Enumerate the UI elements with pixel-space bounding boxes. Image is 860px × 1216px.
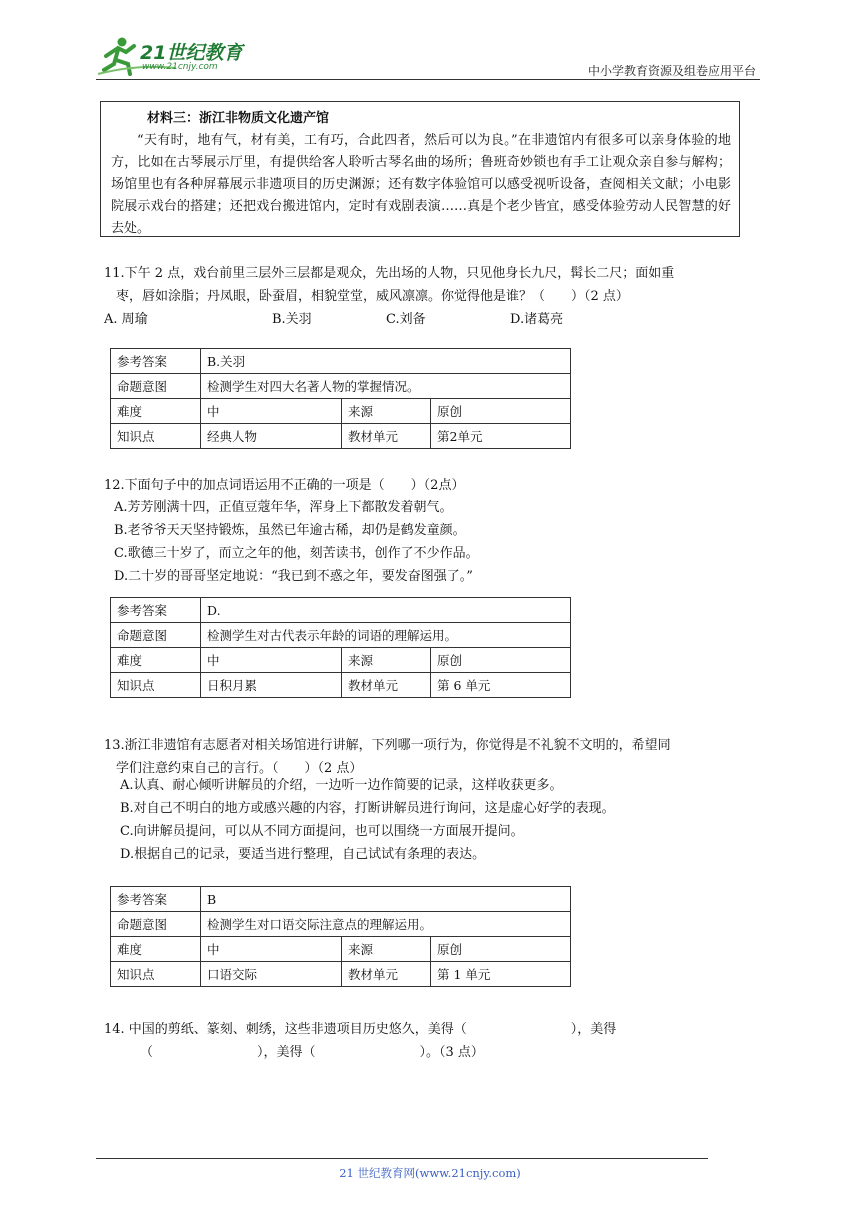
answer-value: B.关羽 [201, 349, 571, 374]
footer-link[interactable]: 21 世纪教育网(www.21cnjy.com) [339, 1166, 521, 1180]
unit-label: 教材单元 [342, 673, 431, 698]
question-12 [104, 474, 764, 497]
answer-table-11 [110, 348, 571, 449]
source-value: 原创 [431, 399, 571, 424]
intent-label: 命题意图 [111, 912, 201, 937]
unit-label: 教材单元 [342, 424, 431, 449]
option-c: C.向讲解员提问，可以从不同方面提问，也可以围绕一方面展开提问。 [120, 824, 524, 839]
question-line: 11.下午 2 点，戏台前里三层外三层都是观众，先出场的人物，只见他身长九尺，髯长二尺；面如重 [104, 266, 675, 281]
option-a: A. 周瑜 [104, 312, 148, 327]
footer-divider [96, 1158, 708, 1159]
source-value: 原创 [431, 937, 571, 962]
option-a: A.认真、耐心倾听讲解员的介绍，一边听一边作简要的记录，这样收获更多。 [120, 778, 563, 793]
material-text: “天有时，地有气，材有美，工有巧，合此四者，然后可以为良。”在非遗馆内有很多可以亲身体验的地方，比如在古琴展示厅里，有提供给客人聆听古琴名曲的场所；鲁班奇妙锁也有手工让观众亲自参与解构；场馆里也有各种屏幕展示非遗项目的历史渊源；还有数字体验馆可以感受视听设备，查阅相关文献；小电影院展示戏台的搭建；还把戏台搬进馆内，定时有戏剧表演……真是个老少皆宜，感受体验劳动人民智慧的好去处。 [111, 133, 731, 236]
logo-url: www.21cnjy.com [142, 62, 218, 72]
option-b: B.对自己不明白的地方或感兴趣的内容，打断讲解员进行询问，这是虚心好学的表现。 [120, 801, 615, 816]
source-value: 原创 [431, 648, 571, 673]
unit-value: 第2单元 [431, 424, 571, 449]
option-d: D.二十岁的哥哥坚定地说：“我已到不惑之年，要发奋图强了。” [114, 569, 473, 584]
intent-value: 检测学生对古代表示年龄的词语的理解运用。 [201, 623, 571, 648]
difficulty-label: 难度 [111, 399, 201, 424]
option-d: D.诸葛亮 [510, 312, 564, 327]
logo-text: 21世纪教育 [140, 42, 243, 64]
question-13-options [120, 774, 764, 866]
answer-table-12 [110, 597, 571, 698]
option-c: C.刘备 [386, 312, 426, 327]
difficulty-value: 中 [201, 648, 342, 673]
knowledge-label: 知识点 [111, 962, 201, 987]
difficulty-value: 中 [201, 937, 342, 962]
question-line: 枣，唇如涂脂；丹凤眼，卧蚕眉，相貌堂堂，威风凛凛。你觉得他是谁？（ ）（2 点） [116, 289, 629, 304]
difficulty-label: 难度 [111, 648, 201, 673]
answer-table-13 [110, 886, 571, 987]
knowledge-label: 知识点 [111, 673, 201, 698]
question-12-options [114, 496, 764, 588]
option-b: B.老爷爷天天坚持锻炼，虽然已年逾古稀，却仍是鹤发童颜。 [114, 523, 466, 538]
answer-value: B [201, 887, 571, 912]
knowledge-label: 知识点 [111, 424, 201, 449]
difficulty-value: 中 [201, 399, 342, 424]
intent-label: 命题意图 [111, 623, 201, 648]
question-line: 14. 中国的剪纸、篆刻、刺绣，这些非遗项目历史悠久，美得（ ），美得 [104, 1022, 617, 1037]
question-11 [104, 262, 764, 308]
header-platform-text: 中小学教育资源及组卷应用平台 [587, 64, 756, 78]
difficulty-label: 难度 [111, 937, 201, 962]
site-logo [96, 34, 256, 78]
question-line: （ ），美得（ ）。（3 点） [140, 1045, 484, 1060]
unit-label: 教材单元 [342, 962, 431, 987]
option-b: B.关羽 [272, 312, 312, 327]
question-line: 13.浙江非遗馆有志愿者对相关场馆进行讲解，下列哪一项行为，你觉得是不礼貌不文明的，希望同 [104, 738, 671, 753]
answer-label: 参考答案 [111, 349, 201, 374]
material-title: 材料三：浙江非物质文化遗产馆 [147, 111, 330, 126]
question-14 [104, 1018, 764, 1064]
source-label: 来源 [342, 648, 431, 673]
source-label: 来源 [342, 399, 431, 424]
unit-value: 第 1 单元 [431, 962, 571, 987]
question-line: 12.下面句子中的加点词语运用不正确的一项是（ ）（2点） [104, 478, 465, 493]
intent-label: 命题意图 [111, 374, 201, 399]
material-box [100, 101, 740, 237]
knowledge-value: 口语交际 [201, 962, 342, 987]
unit-value: 第 6 单元 [431, 673, 571, 698]
header-divider [96, 79, 760, 80]
option-a: A.芳芳刚满十四，正值豆蔻年华，浑身上下都散发着朝气。 [114, 500, 453, 515]
question-line: 学们注意约束自己的言行。（ ）（2 点） [116, 761, 363, 776]
intent-value: 检测学生对口语交际注意点的理解运用。 [201, 912, 571, 937]
intent-value: 检测学生对四大名著人物的掌握情况。 [201, 374, 571, 399]
answer-label: 参考答案 [111, 598, 201, 623]
option-c: C.歌德三十岁了，而立之年的他，刻苦读书，创作了不少作品。 [114, 546, 479, 561]
answer-label: 参考答案 [111, 887, 201, 912]
knowledge-value: 经典人物 [201, 424, 342, 449]
source-label: 来源 [342, 937, 431, 962]
answer-value: D. [201, 598, 571, 623]
knowledge-value: 日积月累 [201, 673, 342, 698]
option-d: D.根据自己的记录，要适当进行整理，自己试试有条理的表达。 [120, 847, 486, 862]
